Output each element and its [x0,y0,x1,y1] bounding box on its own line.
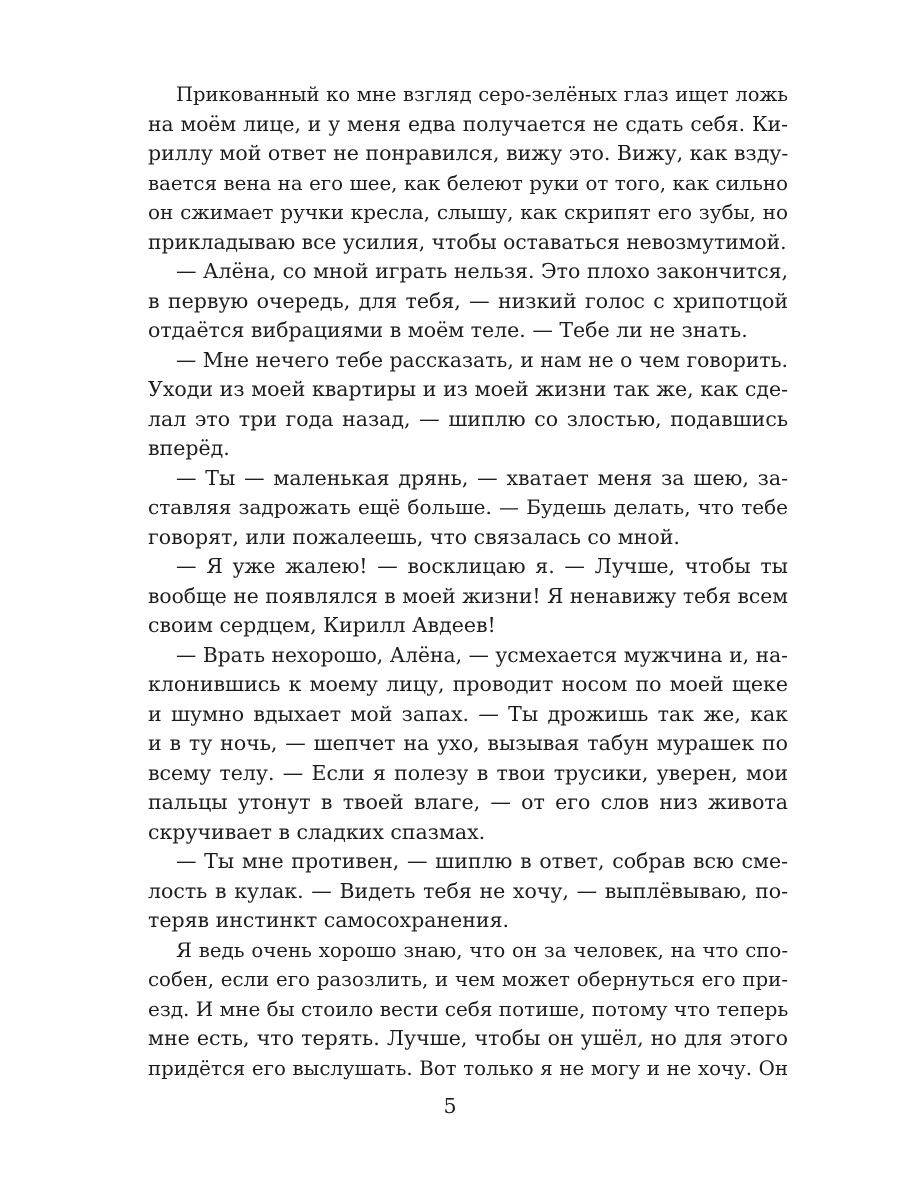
text-line: придётся его выслушать. Вот только я не могу и не хочу. Он [148,1056,788,1080]
text-line: лал это три года назад, — шиплю со злостью, подавшись [148,406,788,431]
text-line: езд. И мне бы стоило вести себя потише, потому что теперь [148,996,789,1021]
text-line: Уходи из моей квартиры и из моей жизни так же, как сде- [148,377,788,401]
text-line: говорят, или пожалеешь, что связалась со мной. [148,524,680,549]
text-line: вообще не появлялся в моей жизни! Я ненавижу тебя всем [148,583,788,608]
text-line: он сжимает ручки кресла, слышу, как скрипят его зубы, но [148,200,788,224]
page-number: 5 [443,1094,457,1118]
text-line: — Мне нечего тебе рассказать, и нам не о чем говорить. [176,347,788,372]
text-line: — Ты мне противен, — шиплю в ответ, собрав всю сме- [176,849,788,873]
text-line: собен, если его разозлить, и чем может обернуться его при- [148,968,788,991]
text-line: на моём лице, и у меня едва получается не сдать себя. Ки- [148,111,788,136]
text-line: вается вена на его шее, как белеют руки от того, как сильно [148,171,788,195]
text-line: лость в кулак. — Видеть тебя не хочу, — выплёвываю, по- [148,878,788,903]
text-line: отдаётся вибрациями в моём теле. — Тебе ли не знать. [148,318,748,342]
body-text [148,80,788,1083]
text-line: клонившись к моему лицу, проводит носом по моей щеке [148,672,788,696]
text-line: скручивает в сладких спазмах. [148,819,486,844]
text-line: — Ты — маленькая дрянь, — хватает меня за шею, за- [176,465,788,490]
text-line: всему телу. — Если я полезу в твои трусики, уверен, мои [148,760,788,785]
text-line: прикладываю все усилия, чтобы оставаться невозмутимой. [148,229,787,254]
text-line: ставляя задрожать ещё больше. — Будешь делать, что тебе [148,495,788,519]
text-line: Прикованный ко мне взгляд серо-зелёных глаз ищет ложь [176,83,788,106]
text-line: теряв инстинкт самосохранения. [148,908,510,932]
text-line: пальцы утонут в твоей влаге, — от его слов низ живота [148,790,788,814]
text-line: — Я уже жалею! — восклицаю я. — Лучше, чтобы ты [176,554,788,578]
text-line: и в ту ночь, — шепчет на ухо, вызывая табун мурашек по [148,731,788,755]
text-line: в первую очередь, для тебя, — низкий голос с хрипотцой [148,288,788,313]
text-line: своим сердцем, Кирилл Авдеев! [148,613,496,637]
text-line: Я ведь очень хорошо знаю, что он за человек, на что спо- [176,938,788,962]
text-line: — Алёна, со мной играть нельзя. Это плохо закончится, [176,259,789,283]
text-line: риллу мой ответ не понравился, вижу это. Вижу, как взду- [148,141,789,165]
text-line: — Врать нехорошо, Алёна, — усмехается мужчина и, на- [176,642,788,667]
text-line: вперёд. [148,436,230,460]
text-line: мне есть, что терять. Лучше, чтобы он ушёл, но для этого [148,1026,788,1050]
text-line: и шумно вдыхает мой запах. — Ты дрожишь так же, как [148,701,788,726]
